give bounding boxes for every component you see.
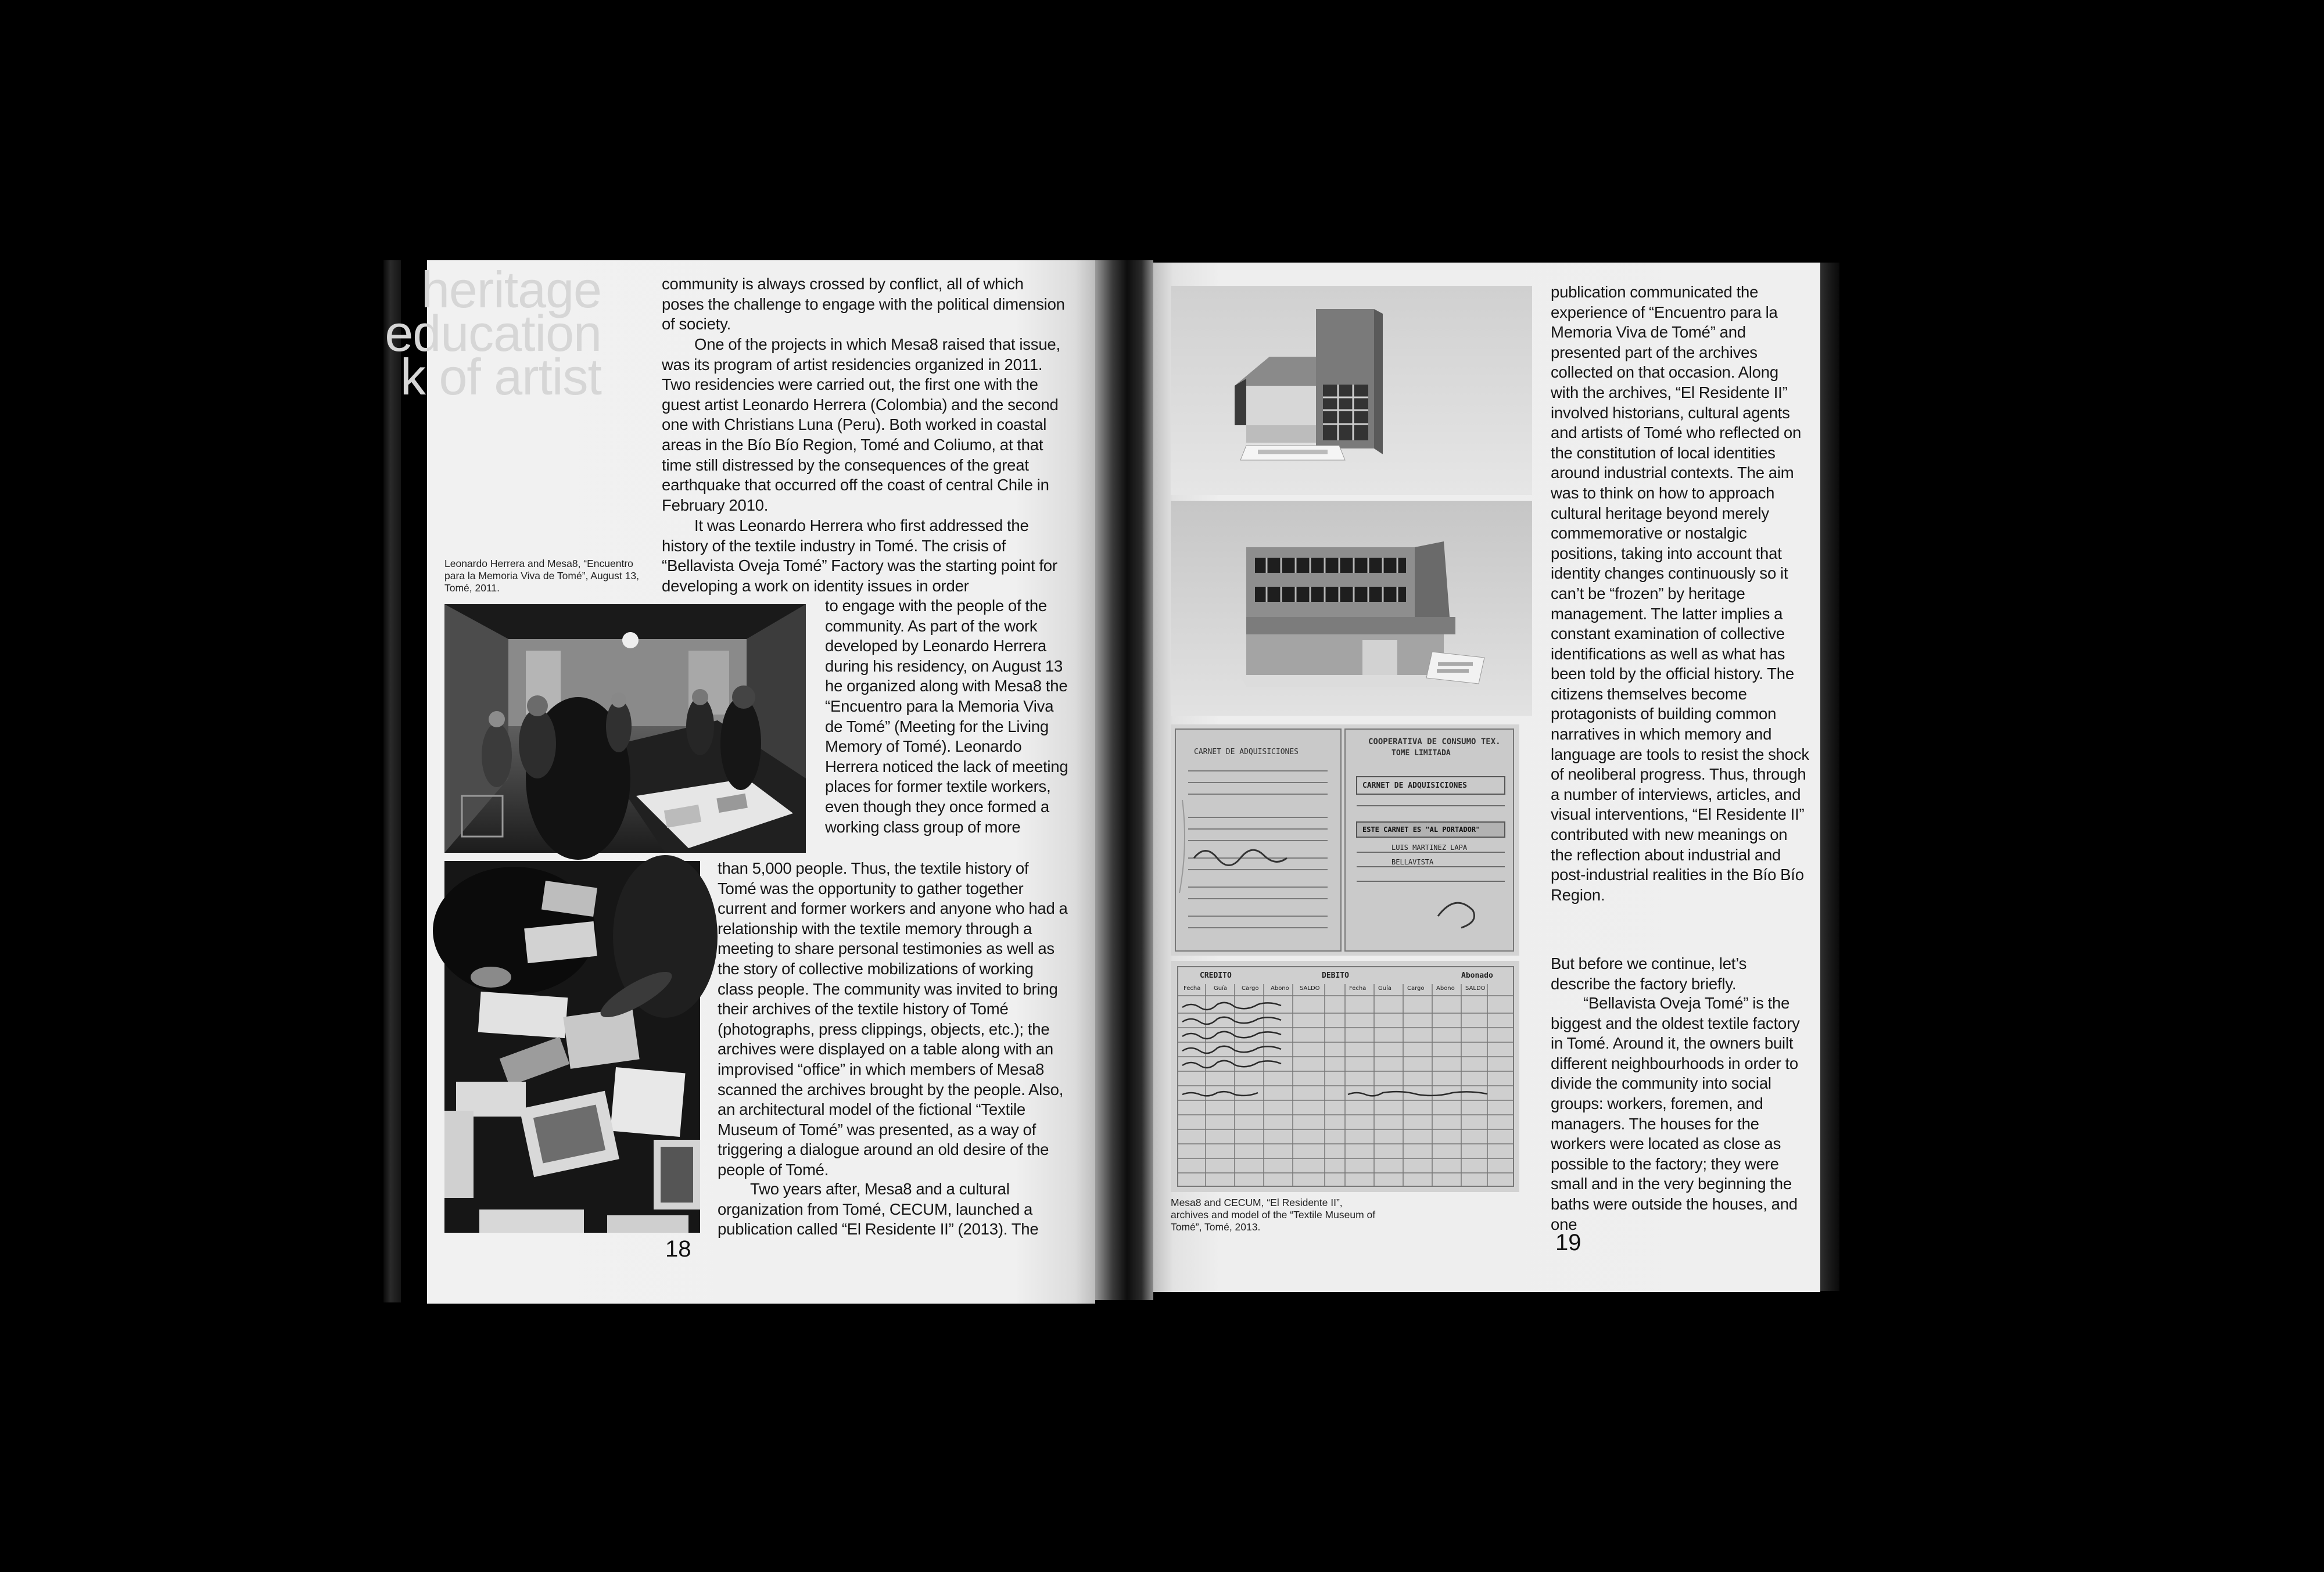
ledger-col-saldo-2: SALDO	[1465, 985, 1486, 992]
ledger-header-row	[1178, 985, 1514, 996]
card-org-2: TOME LIMITADA	[1391, 749, 1451, 758]
body-text-c: It was Leonardo Herrera who first addressed the history of the textile industry in Tomé. The crisis of “Bellavista Oveja Tomé” Factory was the starting point for developing a work on identity issues in order	[662, 516, 1057, 595]
photo-meeting-hall	[444, 604, 806, 853]
ledger-col-cargo: Cargo	[1242, 985, 1259, 992]
body-text-right-a: publication communicated the experience of “Encuentro para la Memoria Viva de Tomé” and presented part of the archives collected on that occasion. Along with the archives, “El Residente II” involved historians, cultural agents and artists of Tomé who reflected on the constitution of local identities around industrial contexts. The aim was to think on how to approach cultural heritage beyond merely commemorative or nostalgic positions, taking into account that identity changes continuously so it can’t be “frozen” by heritage management. The latter implies a constant examination of collective identifications as well as what has been told by the official history. The citizens themselves become protagonists of building common narratives in which memory and language are tools to resist the shock of neoliberal progress. Thus, through a number of interviews, articles, and visual interventions, “El Residente II” contributed with new meanings on the reflection about industrial and post-industrial realities in the Bío Bío Region.	[1551, 283, 1809, 904]
ledger-col-saldo: SALDO	[1300, 985, 1320, 992]
card-holder-name: LUIS MARTINEZ LAPA	[1391, 844, 1468, 852]
ledger-col-guia-2: Guía	[1378, 985, 1391, 992]
ledger-abonado: Abonado	[1461, 971, 1493, 980]
body-text-b: One of the projects in which Mesa8 raised that issue, was its program of artist residencies organized in 2011. Two residencies were carried out, the first one with the guest artist Leonardo Herrera (Colombia) and the second one with Christians Luna (Peru). Both worked in coastal areas in the Bío Bío Region, Tomé and Coliumo, at that time still distressed by the consequences of the great earthquake that occurred off the coast of central Chile in February 2010.	[662, 335, 1060, 514]
ledger-col-cargo-2: Cargo	[1407, 985, 1425, 992]
body-text-a: community is always crossed by conflict, all of which poses the challenge to engage with the political dimension of society.	[662, 275, 1065, 333]
body-text-f: Two years after, Mesa8 and a cultural organization from Tomé, CECUM, launched a publication called “El Residente II” (2013). The	[718, 1180, 1039, 1239]
card-right-title: CARNET DE ADQUISICIONES	[1362, 781, 1468, 790]
photo-credit-ledger	[1171, 961, 1519, 1192]
ledger-col-abono: Abono	[1271, 985, 1289, 992]
photo-archive-table	[444, 861, 700, 1233]
photo-caption-left: Leonardo Herrera and Mesa8, “Encuentro para la Memoria Viva de Tomé”, August 13, Tomé, 2011.	[444, 558, 639, 594]
ghost-line-3: k of artist	[400, 348, 601, 405]
body-text-right-c: “Bellavista Oveja Tomé” is the biggest and the oldest textile factory in Tomé. Around it, the owners built different neighbourhoods in order to divide the community into social groups: workers, foremen, and managers. The houses for the workers were located as close as possible to the factory; they were small and in the very beginning the baths were outside the houses, and one	[1551, 994, 1800, 1233]
ghost-line-1: heritage	[421, 261, 601, 318]
ledger-col-guia: Guía	[1214, 985, 1227, 992]
bleed-through-heading	[385, 260, 601, 411]
photo-caption-right: Mesa8 and CECUM, “El Residente II”, archives and model of the “Textile Museum of Tomé”, Tomé, 2013.	[1171, 1197, 1376, 1233]
photo-acquisition-card	[1171, 724, 1519, 956]
photo-model-top	[1171, 286, 1532, 495]
body-text-d: to engage with the people of the community. As part of the work developed by Leonardo Herrera during his residency, on August 13 he organized along with Mesa8 the “Encuentro para la Memoria Viva de Tomé” (Meeting for the Living Memory of Tomé). Leonardo Herrera noticed the lack of meeting places for former textile workers, even though they once formed a working class group of more	[825, 597, 1068, 836]
body-text-right-b: But before we continue, let’s describe the factory briefly.	[1551, 954, 1747, 993]
card-stamp: ESTE CARNET ES "AL PORTADOR"	[1362, 826, 1480, 834]
body-text-e: than 5,000 people. Thus, the textile history of Tomé was the opportunity to gather together current and former workers and anyone who had a relationship with the textile memory through a meeting to share personal testimonies as well as the story of collective mobilizations of working class people. The community was invited to bring their archives of the textile history of Tomé (photographs, press clippings, objects, etc.); the archives were displayed on a table along with an improvised “office” in which members of Mesa8 scanned the archives brought by the people. Also, an architectural model of the fictional “Textile Museum of Tomé” was presented, as a way of triggering a dialogue around an old desire of the people of Tomé.	[718, 859, 1068, 1179]
card-org: COOPERATIVA DE CONSUMO TEX.	[1368, 737, 1501, 746]
cover-edge-left	[383, 260, 401, 1302]
right-page	[1153, 263, 1820, 1292]
ledger-credito: CREDITO	[1200, 971, 1232, 980]
ledger-debito: DEBITO	[1322, 971, 1349, 980]
card-left-title: CARNET DE ADQUISICIONES	[1194, 748, 1299, 756]
photo-model-bottom	[1171, 501, 1532, 716]
page-number-left: 18	[665, 1236, 691, 1262]
page-number-right: 19	[1555, 1230, 1581, 1255]
ghost-line-2: education	[385, 304, 601, 362]
left-page	[385, 260, 1095, 1304]
ledger-col-fecha-2: Fecha	[1349, 985, 1367, 992]
ledger-col-abono-2: Abono	[1436, 985, 1455, 992]
ledger-col-fecha: Fecha	[1183, 985, 1201, 992]
card-place: BELLAVISTA	[1391, 858, 1434, 866]
book-gutter	[1095, 260, 1153, 1300]
